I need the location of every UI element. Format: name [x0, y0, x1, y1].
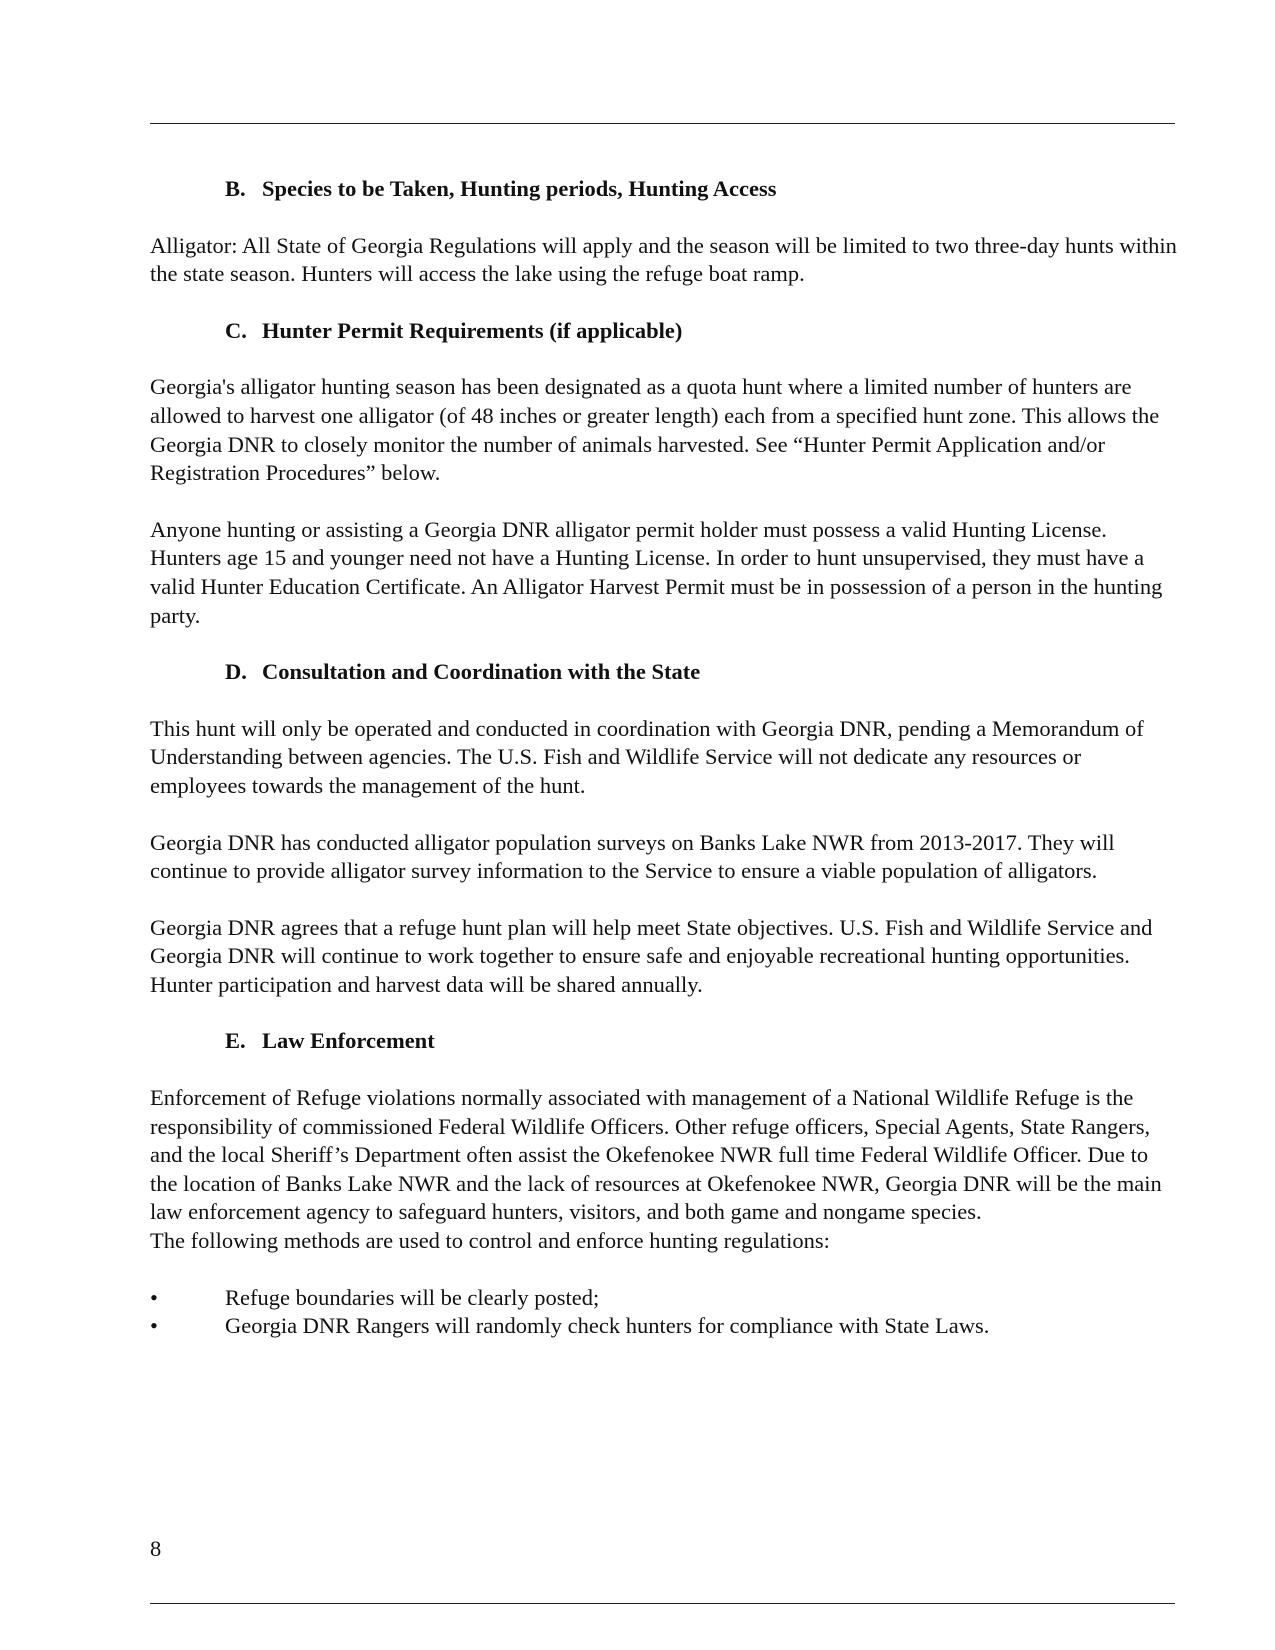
header-rule — [150, 123, 1175, 124]
list-item — [150, 1312, 1180, 1341]
section-letter: B. — [225, 176, 246, 201]
section-title: Law Enforcement — [262, 1028, 435, 1054]
paragraph: The following methods are used to control and enforce hunting regulations: — [150, 1228, 830, 1254]
section-title: Hunter Permit Requirements (if applicable) — [262, 317, 683, 343]
page-number: 8 — [150, 1536, 162, 1561]
list-item-text: Refuge boundaries will be clearly posted; — [225, 1284, 600, 1310]
paragraph: This hunt will only be operated and conducted in coordination with Georgia DNR, pending a Memorandum of Understanding between agencies. The U.S. Fish and Wildlife Service will not dedicate any resources or employees towards the management of the hunt. — [150, 715, 1144, 798]
bullet-icon: • — [150, 1284, 158, 1310]
section-heading-c — [150, 317, 1180, 346]
section-letter: D. — [225, 659, 247, 685]
section-heading-e — [150, 1027, 1180, 1056]
bullet-icon: • — [150, 1313, 158, 1339]
paragraph: Enforcement of Refuge violations normally associated with management of a National Wildlife Refuge is the responsibility of commissioned Federal Wildlife Officers. Other refuge officers, Special Agents, State Rangers, and the local Sheriff’s Department often assist the Okefenokee NWR full time Federal Wildlife Officer. Due to the location of Banks Lake NWR and the lack of resources at Okefenokee NWR, Georgia DNR will be the main law enforcement agency to safeguard hunters, visitors, and both game and nongame species. — [150, 1085, 1162, 1225]
paragraph: Georgia's alligator hunting season has been designated as a quota hunt where a limited number of hunters are allowed to harvest one alligator (of 48 inches or greater length) each from a specified hunt zone. This allows the Georgia DNR to closely monitor the number of animals harvested. See “Hunter Permit Application and/or Registration Procedures” below. — [150, 374, 1160, 486]
section-letter: E. — [225, 1028, 246, 1054]
section-heading-b — [150, 175, 1180, 204]
paragraph: Georgia DNR has conducted alligator population surveys on Banks Lake NWR from 2013-2017. They will continue to provide alligator survey information to the Service to ensure a viable population of alligators. — [150, 829, 1115, 884]
paragraph: Anyone hunting or assisting a Georgia DNR alligator permit holder must possess a valid Hunting License. Hunters age 15 and younger need not have a Hunting License. In order to hunt unsupervised, they must have a valid Hunter Education Certificate. An Alligator Harvest Permit must be in possession of a person in the hunting party. — [150, 516, 1163, 628]
section-heading-d — [150, 658, 1180, 687]
section-letter: C. — [225, 317, 247, 343]
bullet-list — [150, 1284, 1180, 1341]
document-body — [150, 175, 1180, 1341]
footer-rule — [150, 1603, 1175, 1604]
list-item-text: Georgia DNR Rangers will randomly check hunters for compliance with State Laws. — [225, 1313, 990, 1339]
paragraph: Alligator: All State of Georgia Regulations will apply and the season will be limited to two three-day hunts within the state season. Hunters will access the lake using the refuge boat ramp. — [150, 232, 1177, 287]
list-item — [150, 1284, 1180, 1313]
section-title: Consultation and Coordination with the State — [262, 659, 701, 685]
paragraph: Georgia DNR agrees that a refuge hunt plan will help meet State objectives. U.S. Fish and Wildlife Service and Georgia DNR will continue to work together to ensure safe and enjoyable recreational hunting opportunities. Hunter participation and harvest data will be shared annually. — [150, 914, 1153, 997]
section-title: Species to be Taken, Hunting periods, Hunting Access — [262, 176, 777, 201]
